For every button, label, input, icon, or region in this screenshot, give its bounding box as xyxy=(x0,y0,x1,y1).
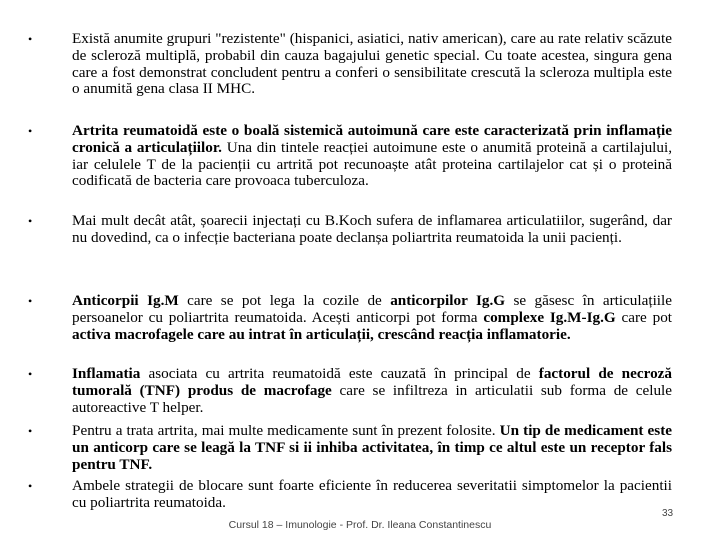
text-segment: se găsesc în articulațiile persoanelor cu poliartrita reumatoida. Acești anticorpi pot forma xyxy=(72,292,672,326)
footer-text: Cursul 18 – Imunologie - Prof. Dr. Ileana Constantinescu xyxy=(228,519,492,531)
bold-text-segment: Un tip de medicament este un anticorp care se leagă la TNF si ii inhiba activitatea, în timp ce altul este un receptor fals pentru TNF. xyxy=(72,422,672,473)
bold-text-segment: anticorpilor Ig.G xyxy=(390,292,506,309)
paragraph-5 xyxy=(72,366,672,416)
page-number: 33 xyxy=(662,508,674,519)
paragraph-6 xyxy=(72,423,672,473)
paragraph-7 xyxy=(72,478,672,512)
paragraph-4 xyxy=(72,293,672,343)
bold-text-segment: Artrita reumatoidă este o boală sistemică autoimună care este caracterizată prin inflamație cronică a articulațiilor. xyxy=(72,122,672,156)
bullet-3: • xyxy=(28,214,33,228)
paragraph-2 xyxy=(72,123,672,190)
bold-text-segment: Anticorpii Ig.M xyxy=(72,292,179,309)
bold-text-segment: factorul de necroză tumorală (TNF) produs de macrofage xyxy=(72,365,672,399)
text-segment: Mai mult decât atât, șoarecii injectați cu B.Koch sufera de inflamarea articulatiilor, sugerând, dar nu dovedind, ca o infecție bacteriana poate declanșa poliartrita reumatoida la unii pacienți. xyxy=(72,212,672,246)
bullet-5: • xyxy=(28,367,33,381)
text-segment: Una din tintele reacției autoimune este o anumită proteină a cartilajului, iar celulele T de la pacienții cu artrită pot recunoaște atât proteina cartilajelor cat și o proteină codificată de bacteria care provoaca tuberculoza. xyxy=(72,138,672,190)
text-segment: Pentru a trata artrita, mai multe medicamente sunt în prezent folosite. xyxy=(72,422,500,439)
bullet-4: • xyxy=(28,294,33,308)
paragraph-3 xyxy=(72,213,672,247)
text-segment: Ambele strategii de blocare sunt foarte eficiente în reducerea severitatii simptomelor la pacientii cu poliartrita reumatoida. xyxy=(72,477,672,511)
text-segment: Există anumite grupuri "rezistente" (hispanici, asiatici, nativ american), care au rate relativ scăzute de scleroză multiplă, probabil din cauza bagajului genetic special. Cu toate acestea, singura gena care a fost demonstrat concludent pentru a conferi o sensibilitate crescută la scleroza multipla este o anumită gena clasa II MHC. xyxy=(72,30,672,98)
bullet-2: • xyxy=(28,124,33,138)
bullet-1: • xyxy=(28,32,33,46)
text-segment: asociata cu artrita reumatoidă este cauzată în principal de xyxy=(140,365,539,382)
bullet-6: • xyxy=(28,424,33,438)
text-segment: care pot xyxy=(615,308,673,326)
bold-text-segment: activa macrofagele care au intrat în articulații, crescând reacția inflamatorie. xyxy=(72,325,571,343)
text-segment: care se infiltreza in articulatii sub forma de celule autoreactive T helper. xyxy=(72,381,673,416)
bold-text-segment: complexe Ig.M-Ig.G xyxy=(483,308,616,326)
bold-text-segment: Inflamatia xyxy=(72,365,141,382)
bullet-7: • xyxy=(28,479,33,493)
paragraph-1 xyxy=(72,31,672,98)
text-segment: care se pot lega la cozile de xyxy=(178,292,391,309)
